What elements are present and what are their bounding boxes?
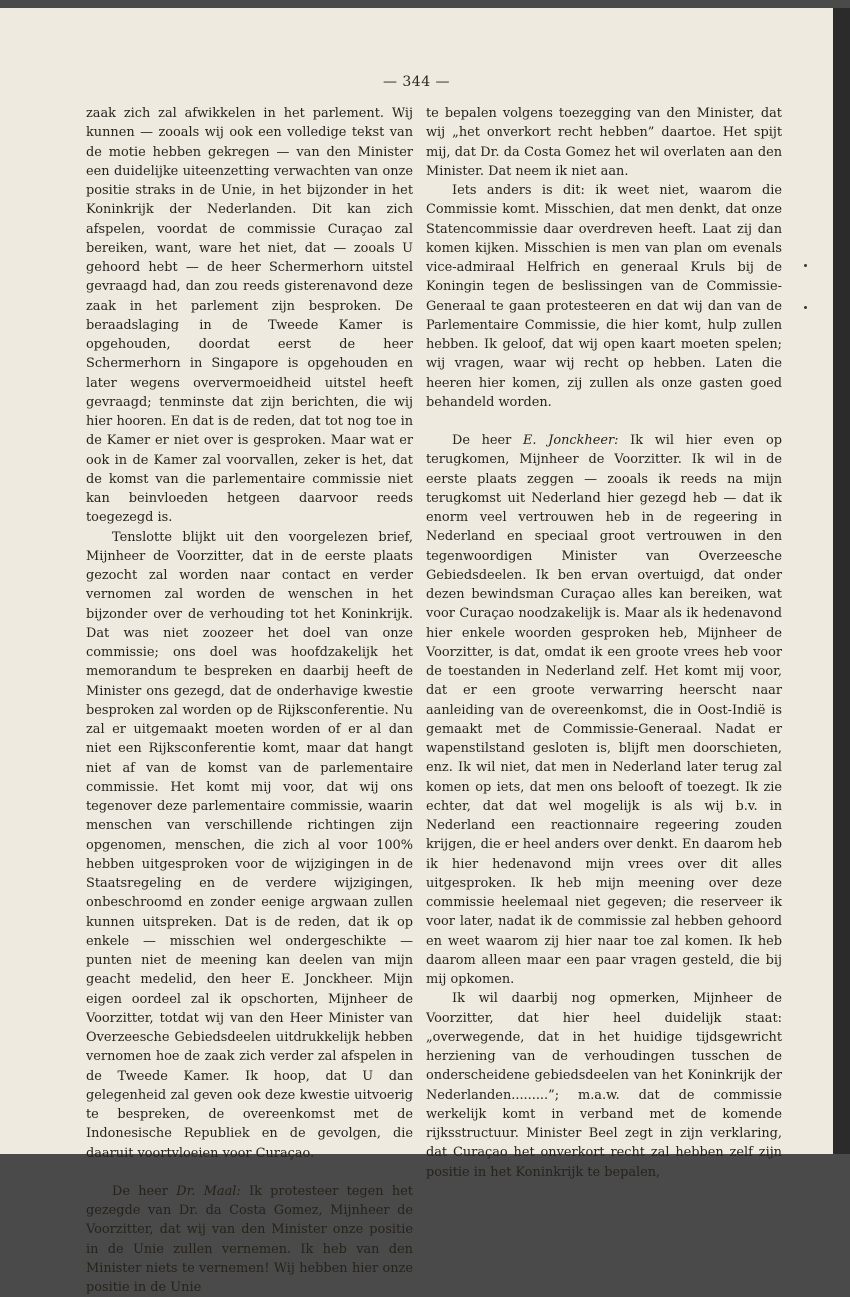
speaker-name: E. Jonckheer: <box>523 433 619 448</box>
document-page <box>0 8 833 1295</box>
paragraph: Tenslotte blijkt uit den voorgelezen brief, Mijnheer de Voorzitter, dat in de eerste plaats gezocht zal worden naar contact en verder vernomen zal worden de wenschen in het bijzonder over de verhouding tot het Koninkrijk. Dat was niet zoozeer het doel van onze commissie; ons doel was hoofdzakelijk het memorandum te bespreken en daarbij heeft de Minister ons gezegd, dat de onderhavige kwestie besproken zal worden op de Rijksconferentie. Nu zal er uitgemaakt moeten worden of er al dan niet een Rijksconferentie komt, maar dat hangt niet af van de komst van de parlementaire commissie. Het komt mij voor, dat wij ons tegenover deze parlementaire commissie, waarin menschen van verschillende richtingen zijn opgenomen, menschen, die zich al voor 100% hebben uitgesproken voor de wijzigingen in de Staatsregeling en de verdere wijzigingen, onbeschroomd en zonder eenige argwaan zullen kunnen uitspreken. Dat is de reden, dat ik op enkele — misschien wel ondergeschikte — punten niet de meening kan deelen van mijn geacht medelid, den heer E. Jonckheer. Mijn eigen oordeel zal ik opschorten, Mijnheer de Voorzitter, totdat wij van den Heer Minister van Overzeesche Gebiedsdeelen uitdrukkelijk hebben vernomen hoe de zaak zich verder zal afspelen in de Tweede Kamer. Ik hoop, dat U dan gelegenheid zal geven ook deze kwestie uitvoerig te bespreken, de overeenkomst met de Indonesische Republiek en de gevolgen, die daaruit voortvloeien voor Curaçao. <box>86 529 413 1161</box>
speech-text: Ik wil hier even op terugkomen, Mijnheer de Voorzitter. Ik wil in de eerste plaats zeggen — zooals ik reeds na mijn terugkomst uit Nederland hier gezegd heb — dat ik enorm veel vertrouwen heb in de regeering in Nederland en speciaal groot vertrouwen in den tegenwoordigen Minister van Overzeesche Gebiedsdeelen. Ik ben ervan overtuigd, dat onder dezen bewindsman Curaçao alles kan bereiken, wat voor Curaçao noodzakelijk is. Maar als ik hedenavond hier enkele woorden gesproken heb, Mijnheer de Voorzitter, is dat, omdat ik een groote vrees heb voor de toestanden in Nederland zelf. Het komt mij voor, dat er een groote verwarring heerscht naar aanleiding van de overeenkomst, die in Oost-Indië is gemaakt met de Commissie-Generaal. Nadat er wapenstilstand gesloten is, blijft men doorschieten, enz. Ik wil niet, dat men in Nederland later terug zal komen op iets, dat men ons belooft of toezegt. Ik zie echter, dat dat wel mogelijk is als wij b.v. in Nederland een reactionnaire regeering zouden krijgen, die er heel anders over denkt. En daarom heb ik hier hedenavond mijn vrees over dit alles uitgesproken. Ik heb mijn meening over deze commissie heelemaal niet gegeven; die reserveer ik voor later, nadat ik de commissie zal hebben gehoord en weet waarom zij hier naar toe zal komen. Ik heb daarom alleen maar een paar vragen gesteld, die bij mij opkomen. <box>426 433 782 987</box>
speaker-name: Dr. Maal: <box>176 1183 241 1199</box>
paragraph: Ik wil daarbij nog opmerken, Mijnheer de Voorzitter, dat hier heel duidelijk staat: „overwegende, dat in het huidige tijdsgewricht herziening van de verhoudingen tusschen de onderscheidene gebiedsdeelen van het Koninkrijk der Nederlanden.........”; m.a.w. dat de commissie werkelijk komt in verband met de komende rijksstructuur. Minister Beel zegt in zijn verklaring, dat Curaçao het onverkort recht zal hebben zelf zijn positie in het Koninkrijk te bepalen, <box>426 991 782 1180</box>
paper-speck <box>804 264 807 267</box>
paragraph: zaak zich zal afwikkelen in het parlement. Wij kunnen — zooals wij ook een volledige tekst van de motie hebben gekregen — van den Minister een duidelijke uiteenzetting verwachten van onze positie straks in de Unie, in het bijzonder in het Koninkrijk der Nederlanden. Dit kan zich afspelen, voordat de commissie Curaçao zal bereiken, want, ware het niet, dat — zooals U gehoord hebt — de heer Schermerhorn uitstel gevraagd had, dan zou reeds gisterenavond deze zaak in het parlement zijn besproken. De beraadslaging in de Tweede Kamer is opgehouden, doordat eerst de heer Schermerhorn in Singapore is opgehouden en later wegens oververmoeidheid uitstel heeft gevraagd; tenminste dat zijn berichten, die wij hier hooren. En dat is de reden, dat tot nog toe in de Kamer er niet over is gesproken. Maar wat er ook in de Kamer zal voorvallen, zeker is het, dat de komst van die parlementaire commissie niet kan beinvloeden hetgeen daarvoor reeds toegezegd is. <box>86 106 413 526</box>
right-column <box>426 104 782 1182</box>
paragraph-dr-maal <box>86 1182 413 1297</box>
paragraph: Iets anders is dit: ik weet niet, waarom die Commissie komt. Misschien, dat men denkt, dat onze Statencommissie daar overdreven heeft. Laat zij dan komen kijken. Misschien is men van plan om evenals vice-admiraal Helfrich en generaal Kruls bij de Koningin tegen de beslissingen van de Commissie-Generaal te gaan protesteeren en dat wij dan van de Parlementaire Commissie, die hier komt, hulp zullen hebben. Ik geloof, dat wij open kaart moeten spelen; wij vragen, waar wij recht op hebben. Laten die heeren hier komen, zij zullen als onze gasten goed behandeld worden. <box>426 183 782 410</box>
paragraph: te bepalen volgens toezegging van den Minister, dat wij „het onverkort recht hebben” daartoe. Het spijt mij, dat Dr. da Costa Gomez het wil overlaten aan den Minister. Dat neem ik niet aan. <box>426 106 782 179</box>
speech-text: Ik protesteer tegen het gezegde van Dr. da Costa Gomez, Mijnheer de Voorzitter, dat wij van den Minister onze positie in de Unie zullen vernemen. Ik heb van den Minister niets te vernemen! Wij hebben hier onze positie in de Unie <box>86 1183 413 1295</box>
page-edge-shadow <box>833 8 850 1154</box>
speaker-intro: De heer <box>452 433 523 448</box>
paragraph-jonckheer <box>426 431 782 989</box>
left-column <box>86 104 413 1297</box>
paper-speck <box>804 306 807 309</box>
page-number: — 344 — <box>382 74 451 90</box>
speaker-intro: De heer <box>112 1183 177 1199</box>
